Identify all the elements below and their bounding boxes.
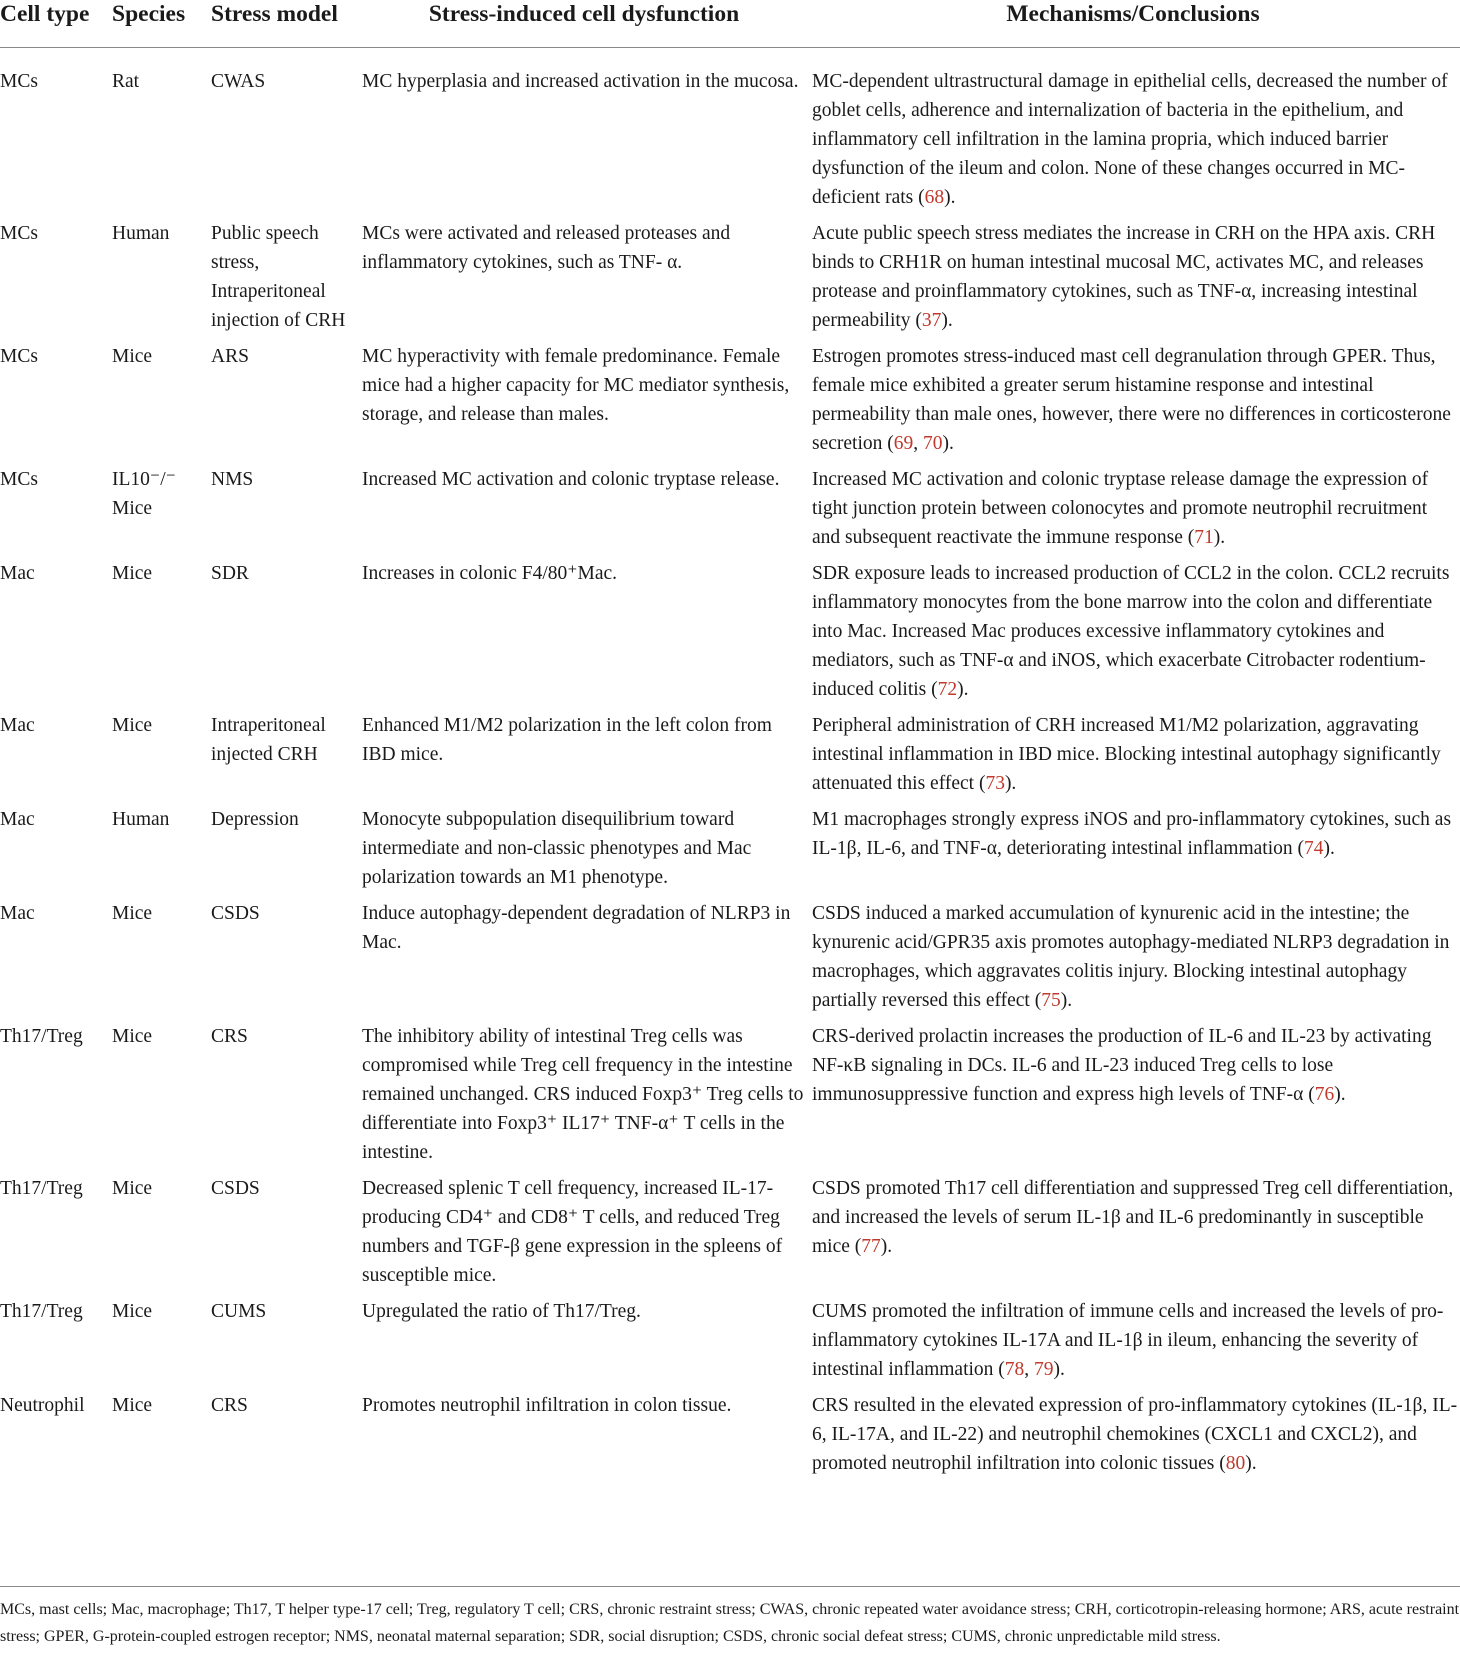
reference-link[interactable]: 75 xyxy=(1041,990,1061,1011)
reference-link[interactable]: 71 xyxy=(1194,527,1214,548)
cell-type-cell: Mac xyxy=(0,715,35,736)
species-cell: Mice xyxy=(112,1178,153,1199)
cell-type-cell: Mac xyxy=(0,563,35,584)
table-row xyxy=(0,1391,1460,1485)
dysfunction-cell: MC hyperplasia and increased activation in the mucosa. xyxy=(362,71,799,92)
dysfunction-cell: The inhibitory ability of intestinal Treg cells was compromised while Treg cell frequency in the intestine remained unchanged. CRS induced Foxp3⁺ Treg cells to differentiate into Foxp3⁺ IL17⁺ TNF-α⁺ T cells in the intestine. xyxy=(362,1026,804,1163)
reference-link[interactable]: 68 xyxy=(924,187,945,208)
reference-link[interactable]: 76 xyxy=(1314,1084,1335,1105)
cell-type-cell: Mac xyxy=(0,809,35,830)
reference-link[interactable]: 79 xyxy=(1034,1359,1054,1380)
mechanism-text: M1 macrophages strongly express iNOS and pro-inflammatory cytokines, such as IL-1β, IL-6, and TNF-α, deteriorating intestinal inflammation ( xyxy=(812,809,1452,859)
stress-model-cell: CRS xyxy=(211,1026,248,1047)
reference-close: ). xyxy=(1060,990,1073,1011)
mechanism-text: Acute public speech stress mediates the increase in CRH on the HPA axis. CRH binds to CRH1R on human intestinal mucosal MC, activates MC, and releases protease and proinflammatory cytokines, such as TNF-α, increasing intestinal permeability ( xyxy=(812,223,1436,331)
stress-model-cell: CWAS xyxy=(211,71,266,92)
reference-link[interactable]: 78 xyxy=(1004,1359,1025,1380)
reference-close: ). xyxy=(944,187,956,208)
mechanism-text: CRS resulted in the elevated expression of pro-inflammatory cytokines (IL-1β, IL-6, IL-17A, and IL-22) and neutrophil chemokines (CXCL1 and CXCL2), and promoted neutrophil infiltration into colonic tissues ( xyxy=(812,1395,1458,1474)
cell-type-cell: Th17/Treg xyxy=(0,1178,83,1199)
dysfunction-cell: MCs were activated and released proteases and inflammatory cytokines, such as TNF- α. xyxy=(362,223,731,273)
dysfunction-cell: Induce autophagy-dependent degradation of NLRP3 in Mac. xyxy=(362,903,791,953)
reference-close: ). xyxy=(1053,1359,1065,1380)
stress-model-cell: NMS xyxy=(211,469,254,490)
mechanism-cell xyxy=(812,1022,1460,1174)
stress-model-cell: CUMS xyxy=(211,1301,267,1322)
header-stress-model: Stress model xyxy=(211,0,362,48)
table-row xyxy=(0,805,1460,899)
mechanism-cell xyxy=(812,1297,1460,1391)
species-cell: Mice xyxy=(112,903,153,924)
mechanism-cell xyxy=(812,465,1460,559)
stress-model-cell: Intraperitoneal injected CRH xyxy=(211,715,326,765)
mechanism-cell xyxy=(812,1391,1460,1485)
reference-close: ). xyxy=(1323,838,1335,859)
dysfunction-cell: MC hyperactivity with female predominance. Female mice had a higher capacity for MC mediator synthesis, storage, and release than males. xyxy=(362,346,790,425)
species-cell: Mice xyxy=(112,1395,153,1416)
mechanism-text: Peripheral administration of CRH increased M1/M2 polarization, aggravating intestinal inflammation in IBD mice. Blocking intestinal autophagy significantly attenuated this effect ( xyxy=(812,715,1441,794)
reference-close: ). xyxy=(880,1236,893,1257)
reference-link[interactable]: 37 xyxy=(921,310,942,331)
species-cell: Mice xyxy=(112,1026,153,1047)
table-header xyxy=(0,0,1460,48)
species-cell: Mice xyxy=(112,563,153,584)
dysfunction-cell: Upregulated the ratio of Th17/Treg. xyxy=(362,1301,641,1322)
reference-link[interactable]: 69 xyxy=(893,433,914,454)
table-row xyxy=(0,48,1460,220)
stress-model-cell: Depression xyxy=(211,809,299,830)
stress-model-cell: ARS xyxy=(211,346,249,367)
dysfunction-cell: Increases in colonic F4/80⁺Mac. xyxy=(362,563,618,584)
header-mechanisms: Mechanisms/Conclusions xyxy=(812,0,1460,48)
mechanism-text: Estrogen promotes stress-induced mast cell degranulation through GPER. Thus, female mice exhibited a greater serum histamine response and intestinal permeability than male ones, however, there were no differences in corticosterone secretion ( xyxy=(812,346,1451,454)
mechanism-cell xyxy=(812,711,1460,805)
reference-link[interactable]: 77 xyxy=(861,1236,881,1257)
cell-type-cell: MCs xyxy=(0,223,38,244)
species-cell: Mice xyxy=(112,346,153,367)
reference-link[interactable]: 73 xyxy=(985,773,1005,794)
table-body xyxy=(0,48,1460,1486)
cell-type-cell: Th17/Treg xyxy=(0,1301,83,1322)
reference-separator: , xyxy=(913,433,924,454)
stress-model-cell: SDR xyxy=(211,563,249,584)
stress-model-cell: CSDS xyxy=(211,903,260,924)
table-footnote: MCs, mast cells; Mac, macrophage; Th17, T helper type-17 cell; Treg, regulatory T cell; CRS, chronic restraint stress; CWAS, chronic repeated water avoidance stress; CRH, corticotropin-releasing hormone; ARS, acute restraint stress; GPER, G-protein-coupled estrogen receptor; NMS, neonatal maternal separation; SDR, social disruption; CSDS, chronic social defeat stress; CUMS, chronic unpredictable mild stress. xyxy=(0,1586,1460,1650)
cell-type-cell: Th17/Treg xyxy=(0,1026,83,1047)
table-row xyxy=(0,899,1460,1022)
species-cell: Human xyxy=(112,809,170,830)
table-row xyxy=(0,1297,1460,1391)
reference-link[interactable]: 80 xyxy=(1225,1453,1246,1474)
species-cell: Human xyxy=(112,223,170,244)
species-cell: Rat xyxy=(112,71,140,92)
table-row xyxy=(0,559,1460,711)
mechanism-text: CRS-derived prolactin increases the production of IL-6 and IL-23 by activating NF-κB signaling in DCs. IL-6 and IL-23 induced Treg cells to lose immunosuppressive function and express high levels of TNF-α ( xyxy=(812,1026,1432,1105)
mechanism-text: MC-dependent ultrastructural damage in epithelial cells, decreased the number of goblet cells, adherence and internalization of bacteria in the epithelium, and inflammatory cell infiltration in the lamina propria, which induced barrier dysfunction of the ileum and colon. None of these changes occurred in MC-deficient rats ( xyxy=(812,71,1448,208)
mechanism-text: CSDS promoted Th17 cell differentiation and suppressed Treg cell differentiation, and increased the levels of serum IL-1β and IL-6 predominantly in susceptible mice ( xyxy=(812,1178,1454,1257)
reference-close: ). xyxy=(1213,527,1226,548)
mechanism-cell xyxy=(812,48,1460,220)
reference-close: ). xyxy=(1004,773,1017,794)
species-cell: IL10⁻/⁻ Mice xyxy=(112,469,176,519)
table-row xyxy=(0,711,1460,805)
dysfunction-cell: Monocyte subpopulation disequilibrium toward intermediate and non-classic phenotypes and Mac polarization towards an M1 phenotype. xyxy=(362,809,752,888)
reference-link[interactable]: 74 xyxy=(1304,838,1324,859)
reference-separator: , xyxy=(1024,1359,1035,1380)
mechanism-cell xyxy=(812,342,1460,465)
mechanism-cell xyxy=(812,899,1460,1022)
header-cell-type: Cell type xyxy=(0,0,112,48)
stress-model-cell: CSDS xyxy=(211,1178,260,1199)
species-cell: Mice xyxy=(112,715,153,736)
mechanism-text: CUMS promoted the infiltration of immune cells and increased the levels of pro-inflammatory cytokines IL-17A and IL-1β in ileum, enhancing the severity of intestinal inflammation ( xyxy=(812,1301,1444,1380)
cell-type-cell: Neutrophil xyxy=(0,1395,85,1416)
mechanism-cell xyxy=(812,1174,1460,1297)
mechanism-cell xyxy=(812,219,1460,342)
stress-model-cell: CRS xyxy=(211,1395,248,1416)
species-cell: Mice xyxy=(112,1301,153,1322)
cell-type-cell: MCs xyxy=(0,469,38,490)
header-dysfunction: Stress-induced cell dysfunction xyxy=(362,0,812,48)
reference-close: ). xyxy=(1334,1084,1346,1105)
table-row xyxy=(0,1174,1460,1297)
dysfunction-cell: Increased MC activation and colonic tryptase release. xyxy=(362,469,780,490)
cell-type-cell: MCs xyxy=(0,346,38,367)
table-row xyxy=(0,1022,1460,1174)
stress-model-cell: Public speech stress, Intraperitoneal injection of CRH xyxy=(211,223,346,331)
mechanism-text: Increased MC activation and colonic tryptase release damage the expression of tight junction protein between colonocytes and promote neutrophil recruitment and subsequent reactivate the immune response ( xyxy=(812,469,1429,548)
mechanism-text: CSDS induced a marked accumulation of kynurenic acid in the intestine; the kynurenic acid/GPR35 axis promotes autophagy-mediated NLRP3 degradation in macrophages, which aggravates colitis injury. Blocking intestinal autophagy partially reversed this effect ( xyxy=(812,903,1450,1011)
mechanism-text: SDR exposure leads to increased production of CCL2 in the colon. CCL2 recruits inflammatory monocytes from the bone marrow into the colon and differentiate into Mac. Increased Mac produces excessive inflammatory cytokines and mediators, such as TNF-α and iNOS, which exacerbate Citrobacter rodentium-induced colitis ( xyxy=(812,563,1450,700)
reference-close: ). xyxy=(1245,1453,1257,1474)
reference-close: ). xyxy=(941,310,953,331)
reference-link[interactable]: 72 xyxy=(937,679,958,700)
cell-type-cell: Mac xyxy=(0,903,35,924)
table-row xyxy=(0,219,1460,342)
mechanism-cell xyxy=(812,559,1460,711)
dysfunction-cell: Enhanced M1/M2 polarization in the left colon from IBD mice. xyxy=(362,715,772,765)
mechanism-cell xyxy=(812,805,1460,899)
cell-type-cell: MCs xyxy=(0,71,38,92)
dysfunction-cell: Promotes neutrophil infiltration in colon tissue. xyxy=(362,1395,732,1416)
reference-close: ). xyxy=(942,433,954,454)
table-row xyxy=(0,465,1460,559)
reference-close: ). xyxy=(957,679,969,700)
reference-link[interactable]: 70 xyxy=(923,433,943,454)
dysfunction-cell: Decreased splenic T cell frequency, increased IL-17-producing CD4⁺ and CD8⁺ T cells, and reduced Treg numbers and TGF-β gene expression in the spleens of susceptible mice. xyxy=(362,1178,783,1286)
table-row xyxy=(0,342,1460,465)
header-species: Species xyxy=(112,0,211,48)
